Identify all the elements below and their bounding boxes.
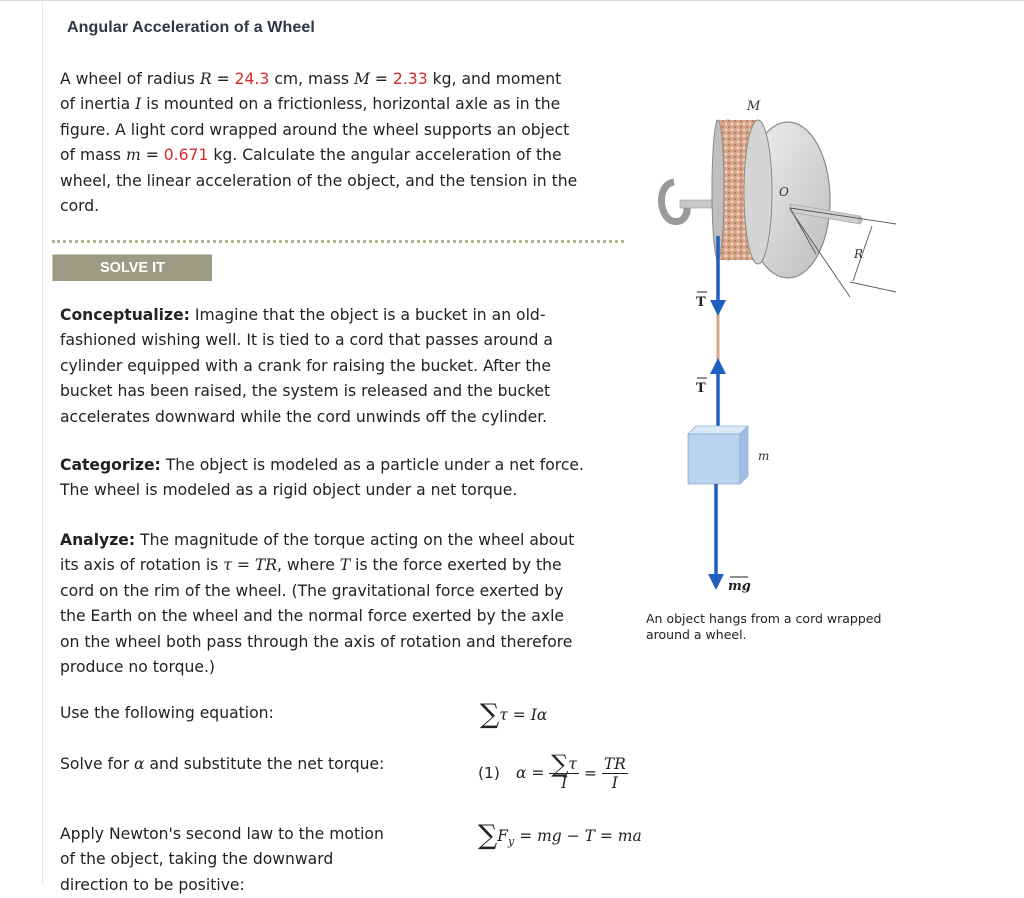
step3-equation: $\sum F_y$ = mg − T = ma [478,820,642,851]
figure-caption: An object hangs from a cord wrapped around a wheel. [646,611,882,642]
label-wheel-mass: M [747,99,761,114]
conceptualize-section: Conceptualize: Imagine that the object is a bucket in an old- fashioned wishing well. It is tied to a cord that passes around a cylinder equipped with a crank for raising the bucket. After the bucket has been raised, the system is released and the bucket accelerates downward while the cord unwinds off the cylinder. [60,306,553,426]
wheel-figure [640,92,910,602]
categorize-section: Categorize: The object is modeled as a particle under a net force. The wheel is modeled as a rigid object under a net torque. [60,456,584,500]
label-tension-top: T [696,295,706,310]
step2-text: Solve for α and substitute the net torque: [60,755,385,773]
label-axis-origin: O [779,185,789,199]
step2-equation: (1) α = $\frac{\sum\tau}{I}$ = $\frac{TR}{I}$ [478,750,626,792]
object-mass-value: 0.671 [163,146,209,165]
label-object-mass: m [758,449,770,463]
mass-value: 2.33 [392,70,428,88]
step3-text: Apply Newton's second law to the motion of the object, taking the downward direction to be positive: [60,825,384,894]
label-weight: mg [728,579,751,594]
radius-value: 24.3 [234,70,270,88]
left-divider [42,0,43,884]
fraction-torque-over-inertia: $\frac{\sum\tau}{I}$ [551,750,577,792]
dotted-divider [52,240,624,243]
label-tension-bottom: T [696,381,706,396]
equation-number: (1) [478,764,500,782]
analyze-section: Analyze: The magnitude of the torque acting on the wheel about its axis of rotation is τ = TR, where T is the force exerted by the cord on the rim of the wheel. (The gravitational force exerted by the Earth on the wheel and the normal force exerted by the axle on the wheel both pass through the axis of rotation and therefore produce no torque.) [60,531,575,677]
axle-left [680,200,716,208]
problem-statement: A wheel of radius R = 24.3 cm, mass M = 2.33 kg, and moment of inertia I is mounted on a frictionless, horizontal axle as in the figure. A light cord wrapped around the wheel supports an object of mass m = 0.671 kg. Calculate the angular acceleration of the wheel, the linear acceleration of the object, and the tension in the cord. [60,70,578,216]
label-radius: R [854,247,864,261]
hanging-block [688,434,740,484]
solve-it-header: SOLVE IT [52,254,212,281]
step1-text: Use the following equation: [60,704,274,722]
step1-equation: ∑τ = Iα [480,699,548,730]
page-title: Angular Acceleration of a Wheel [67,19,315,36]
top-divider [0,0,1024,1]
fraction-tr-over-i: $\frac{TR}{I}$ [603,755,626,792]
